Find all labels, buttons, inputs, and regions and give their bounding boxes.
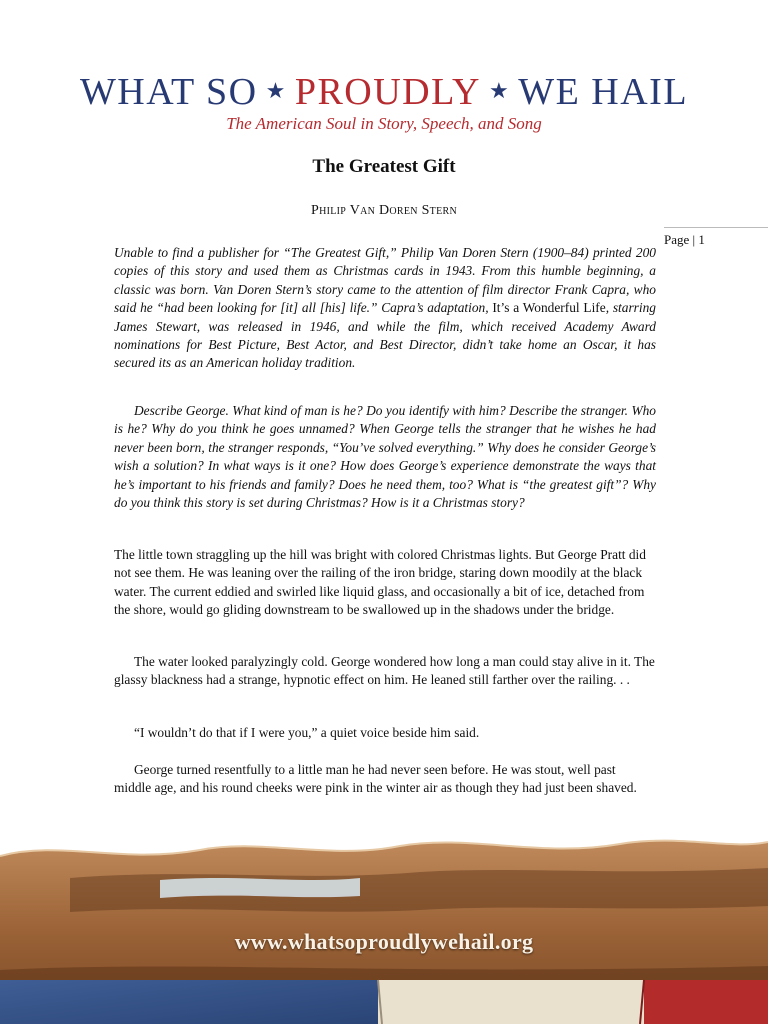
intro-text-c: , starring James Stewart, was released in 1946, and while the film, which received Academy Award nominations for Best Picture, Best Actor, and Best Director, didn’t take home an Oscar, it has secured its as an American holiday tradition. — [114, 300, 656, 371]
intro-text-a: Unable to find a publisher for “The Greatest Gift,” Philip Van Doren Stern (1900–84) printed 200 copies of this story and used them as Christmas cards in 1943. From this humble beginning, a classic was born. Van Doren Stern’s story came to the attention of film director Frank Capra, who said he “had been looking for [it] all [his] life.” Capra’s adaptation, — [114, 245, 656, 316]
story-text: “I wouldn’t do that if I were you,” a quiet voice beside him said. — [134, 725, 480, 740]
story-text: The water looked paralyzingly cold. George wondered how long a man could stay alive in it. The glassy blackness had a strange, hypnotic effect on him. He leaned still farther over the railing. . . — [114, 654, 655, 688]
film-title: It’s a Wonderful Life — [492, 300, 606, 316]
masthead-we-hail: WE HAIL — [518, 71, 689, 113]
questions-text: Describe George. What kind of man is he? Do you identify with him? Describe the stranger. Who is he? Why do you think he goes unnamed? When George tells the stranger that he wishes he had never been born, the stranger responds, “You’ve solved everything.” Why does he consider George’s wish a solution? In what ways is it one? How does George’s experience demonstrate the ways that he’s important to his friends and family? Does he need them, too? What is “the greatest gift”? Why do you think this story is set during Christmas? How is it a Christmas story? — [114, 403, 656, 511]
intro-paragraph — [114, 244, 656, 373]
author-name: Philip Van Doren Stern — [311, 203, 457, 218]
page-number: Page | 1 — [664, 232, 705, 247]
story-paragraph-2 — [114, 653, 656, 690]
website-link[interactable]: www.whatsoproudlywehail.org — [234, 929, 534, 954]
story-paragraph-4 — [114, 761, 656, 798]
tagline: The American Soul in Story, Speech, and Song — [226, 114, 542, 133]
story-paragraph-3 — [114, 724, 656, 742]
page-rule — [664, 227, 768, 228]
star-icon: ★ — [488, 78, 511, 103]
star-icon: ★ — [265, 78, 287, 103]
story-paragraph-1 — [114, 546, 656, 620]
story-title: The Greatest Gift — [312, 156, 456, 177]
story-text: The little town straggling up the hill was bright with colored Christmas lights. But George Pratt did not see them. He was leaning over the railing of the iron bridge, staring down moodily at the black water. The current eddied and swirled like liquid glass, and occasionally a bit of ice, detached from the shore, would go gliding downstream to be swallowed up in the shadows under the bridge. — [114, 547, 646, 618]
discussion-questions — [114, 402, 656, 512]
masthead-what-so: WHAT SO — [79, 71, 258, 113]
flag-banner-image — [0, 820, 768, 1024]
masthead-proudly: PROUDLY — [294, 71, 481, 113]
masthead — [0, 66, 768, 117]
story-text: George turned resentfully to a little man he had never seen before. He was stout, well past middle age, and his round cheeks were pink in the winter air as though they had just been shaved. — [114, 762, 637, 796]
